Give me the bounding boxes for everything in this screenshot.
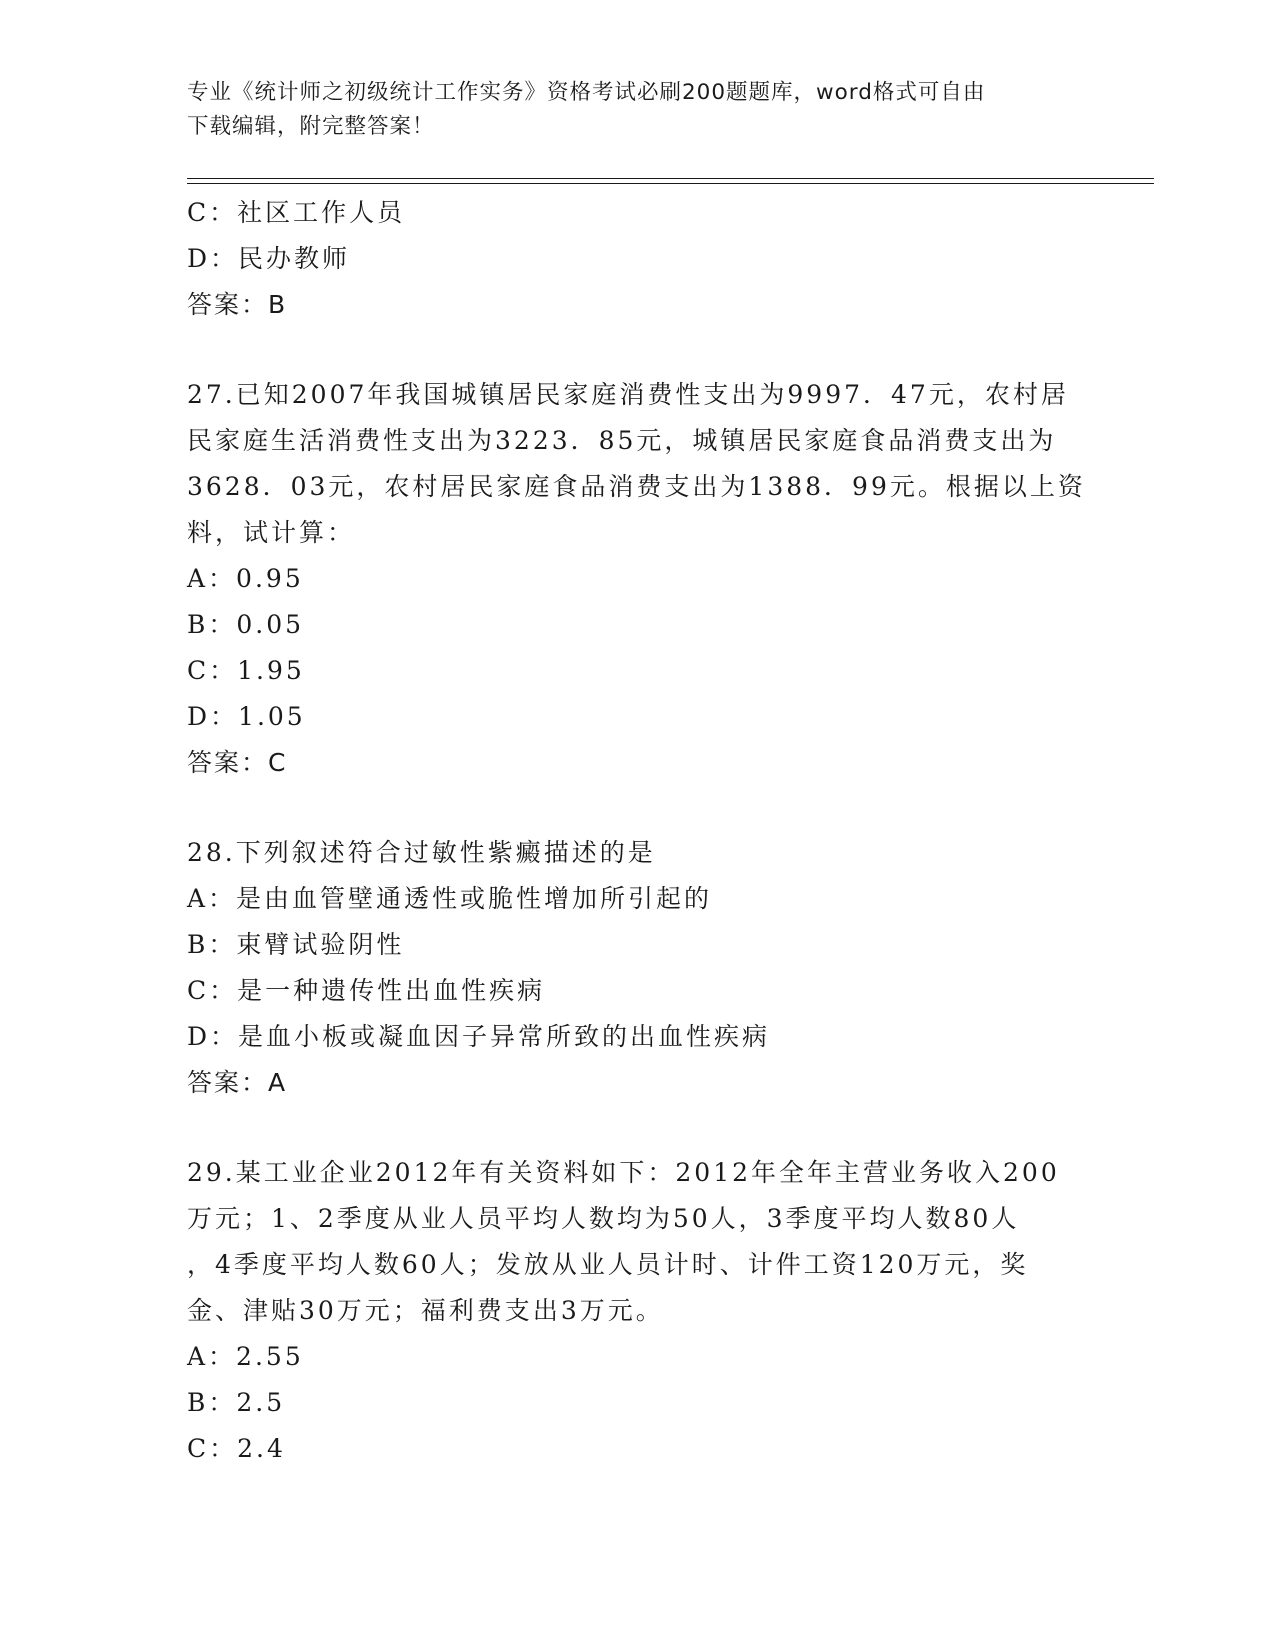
question-text-line: 29.某工业企业2012年有关资料如下：2012年全年主营业务收入200 [187, 1158, 1060, 1187]
option-c: C：2.4 [187, 1434, 286, 1463]
option-a: A：0.95 [187, 564, 304, 593]
question-text-line: 金、津贴30万元；福利费支出3万元。 [187, 1296, 664, 1325]
answer-line: 答案：B [187, 290, 288, 319]
question-text-line: 料，试计算： [187, 518, 356, 547]
header-line-1: 专业《统计师之初级统计工作实务》资格考试必刷200题题库，word格式可自由 [187, 80, 986, 105]
question-text-line: ，4季度平均人数60人；发放从业人员计时、计件工资120万元，奖 [187, 1250, 1029, 1279]
spacer [187, 786, 1087, 830]
question-27 [187, 372, 1087, 786]
option-c: C：是一种遗传性出血性疾病 [187, 976, 546, 1005]
question-text-line: 万元；1、2季度从业人员平均人数均为50人，3季度平均人数80人 [187, 1204, 1020, 1233]
option-c: C：1.95 [187, 656, 305, 685]
answer-line: 答案：C [187, 748, 288, 777]
header-line-2: 下载编辑，附完整答案！ [187, 114, 435, 139]
option-a: A：2.55 [187, 1342, 304, 1371]
question-text-line: 27.已知2007年我国城镇居民家庭消费性支出为9997．47元，农村居 [187, 380, 1069, 409]
question-26 [187, 190, 1087, 328]
option-b: B：2.5 [187, 1388, 286, 1417]
option-d: D：民办教师 [187, 244, 351, 273]
question-29 [187, 1150, 1087, 1472]
page-header [187, 76, 1067, 144]
question-text-line: 3628．03元，农村居民家庭食品消费支出为1388．99元。根据以上资 [187, 472, 1086, 501]
spacer [187, 328, 1087, 372]
option-d: D：1.05 [187, 702, 306, 731]
option-a: A：是由血管壁通透性或脆性增加所引起的 [187, 884, 713, 913]
document-body [187, 190, 1087, 1472]
answer-line: 答案：A [187, 1068, 288, 1097]
question-text-line: 28.下列叙述符合过敏性紫癜描述的是 [187, 838, 656, 867]
option-b: B：束臂试验阴性 [187, 930, 405, 959]
question-text-line: 民家庭生活消费性支出为3223．85元，城镇居民家庭食品消费支出为 [187, 426, 1057, 455]
option-d: D：是血小板或凝血因子异常所致的出血性疾病 [187, 1022, 771, 1051]
header-divider-bottom [187, 183, 1154, 184]
header-divider-top [187, 178, 1154, 179]
option-c: C：社区工作人员 [187, 198, 406, 227]
option-b: B：0.05 [187, 610, 305, 639]
spacer [187, 1106, 1087, 1150]
question-28 [187, 830, 1087, 1106]
